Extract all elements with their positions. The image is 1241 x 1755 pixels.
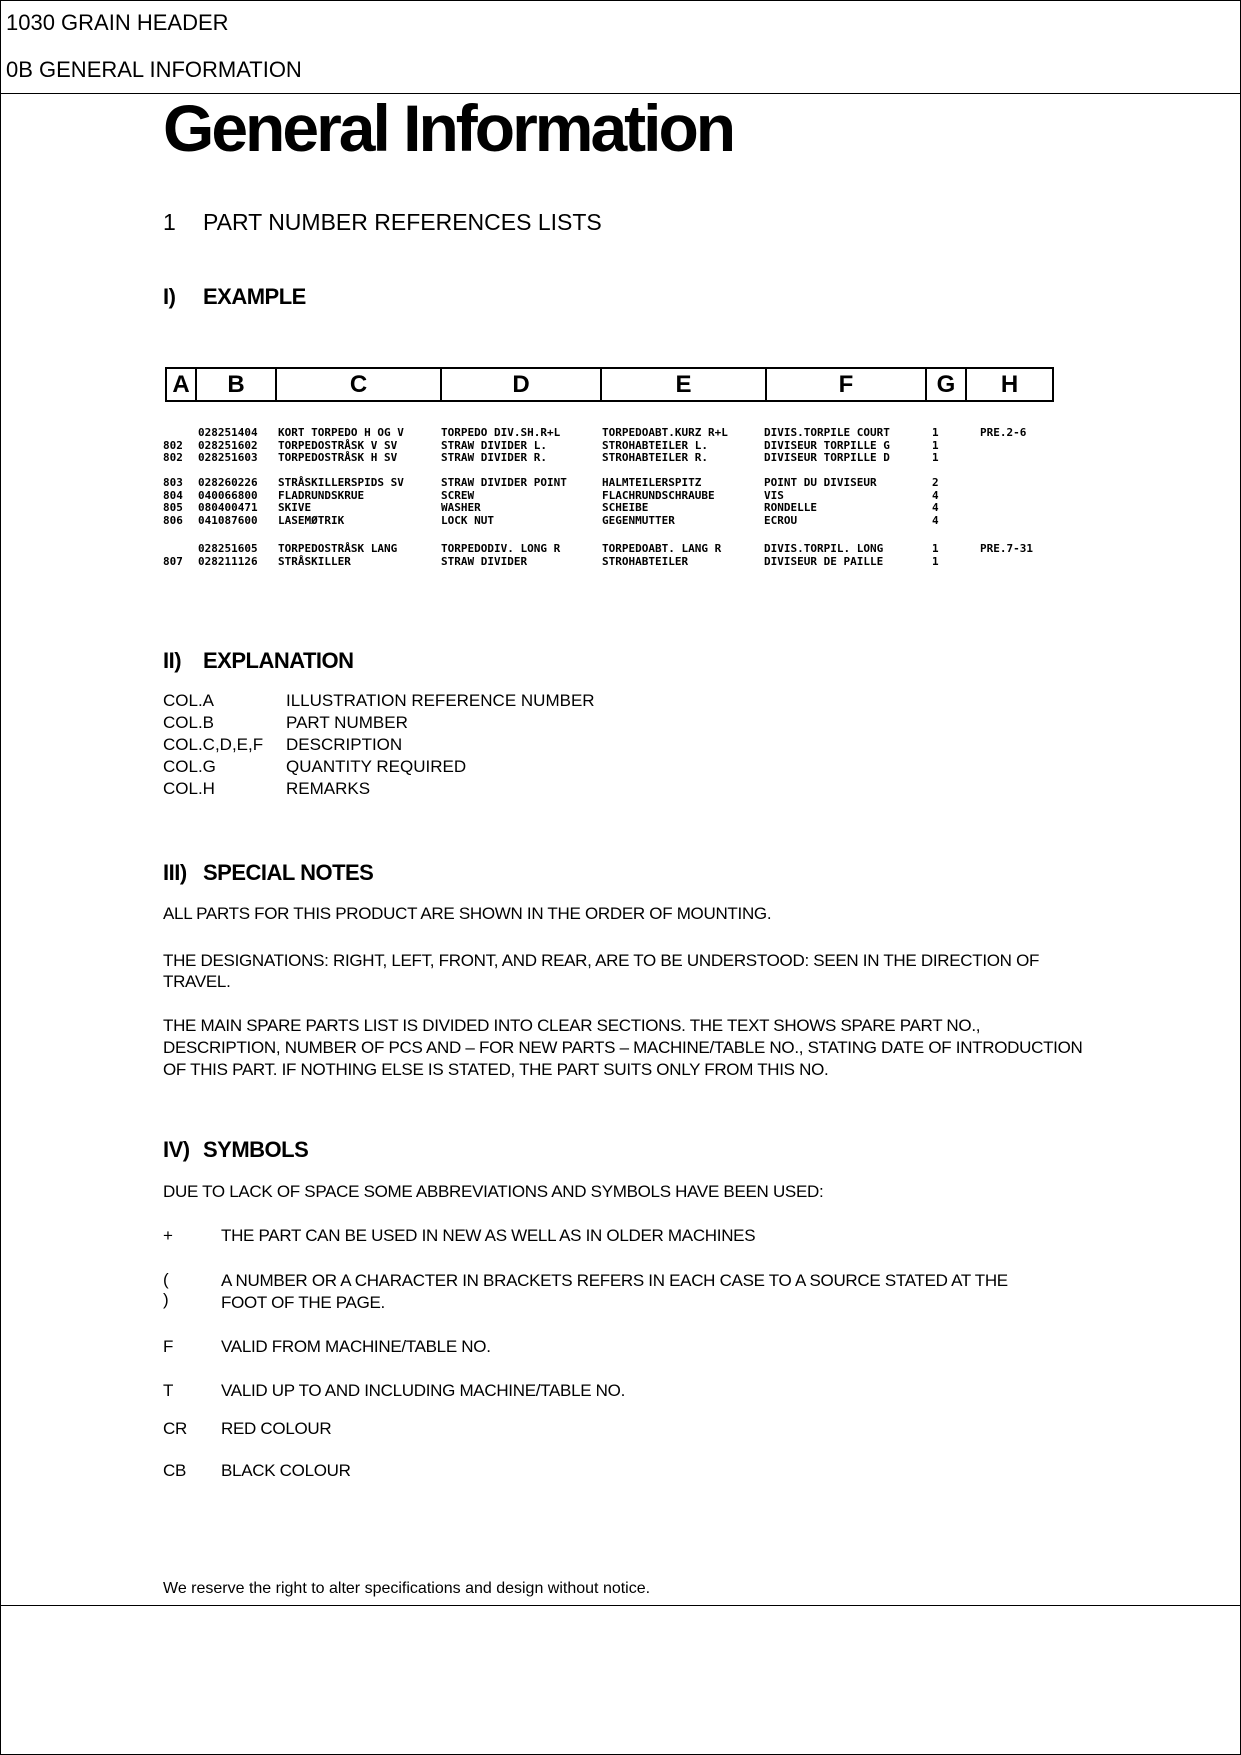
example-cell: KORT TORPEDO H OG V	[278, 426, 404, 439]
example-cell: TORPEDOABT. LANG R	[602, 542, 722, 555]
explanation-value: ILLUSTRATION REFERENCE NUMBER	[286, 691, 595, 710]
explanation-item	[163, 757, 466, 777]
section-heading	[163, 209, 602, 236]
explanation-value: DESCRIPTION	[286, 735, 403, 754]
example-cell: 028251605	[198, 542, 258, 555]
example-cell: TORPEDOSTRÅSK V SV	[278, 438, 398, 452]
example-cell: ECROU	[764, 513, 798, 527]
example-cell: DIVISEUR DE PAILLE	[764, 554, 884, 568]
symbol-key: CR	[163, 1419, 187, 1438]
symbol-key: F	[163, 1337, 174, 1356]
example-cell: STROHABTEILER L.	[602, 438, 708, 452]
example-cell: VIS	[764, 488, 784, 502]
example-cell: STRÅSKILLERSPIDS SV	[278, 476, 404, 489]
note-paragraph: THE DESIGNATIONS: RIGHT, LEFT, FRONT, AND REAR, ARE TO BE UNDERSTOOD: SEEN IN THE DIRECTION OF TRAVEL.	[163, 951, 1040, 991]
example-cell: 2	[932, 476, 939, 489]
symbols-heading: IV) SYMBOLS	[163, 1137, 309, 1162]
example-cell: 1	[932, 554, 939, 568]
example-cell: GEGENMUTTER	[602, 513, 675, 527]
symbols-intro: DUE TO LACK OF SPACE SOME ABBREVIATIONS AND SYMBOLS HAVE BEEN USED:	[163, 1182, 824, 1201]
explanation-key: COL.C,D,E,F	[163, 735, 264, 754]
example-cell: 807	[163, 554, 183, 568]
example-cell: DIVIS.TORPIL. LONG	[764, 542, 884, 555]
example-cell: STRAW DIVIDER	[441, 554, 528, 568]
example-cell: HALMTEILERSPITZ	[602, 476, 702, 489]
example-cell: 802	[163, 451, 183, 464]
example-cell: STRAW DIVIDER R.	[441, 451, 547, 464]
col-b: B	[197, 369, 277, 400]
example-cell: STROHABTEILER	[602, 554, 689, 568]
example-cell: SCREW	[441, 488, 475, 502]
col-f: F	[767, 369, 927, 400]
symbol-description: A NUMBER OR A CHARACTER IN BRACKETS REFERS IN EACH CASE TO A SOURCE STATED AT THE FOOT OF THE PAGE.	[221, 1271, 1008, 1312]
example-cell: SCHEIBE	[602, 501, 649, 514]
explanation-key: COL.A	[163, 691, 215, 710]
col-c: C	[277, 369, 442, 400]
example-cell: SKIVE	[278, 501, 312, 514]
explanation-item	[163, 713, 408, 733]
symbol-key: ( )	[163, 1270, 169, 1309]
explanation-value: PART NUMBER	[286, 713, 408, 732]
example-cell: 805	[163, 501, 183, 514]
col-d: D	[442, 369, 602, 400]
example-cell: TORPEDOSTRÅSK H SV	[278, 451, 398, 464]
footer-divider	[0, 1605, 1241, 1606]
example-cell: TORPEDOSTRÅSK LANG	[278, 542, 398, 555]
example-cell: DIVIS.TORPILE COURT	[764, 426, 890, 439]
example-cell: TORPEDO DIV.SH.R+L	[441, 426, 561, 439]
page-title: General Information	[163, 91, 734, 165]
symbol-key: T	[163, 1381, 174, 1400]
example-cell: WASHER	[441, 501, 481, 514]
header-section: 0B GENERAL INFORMATION	[6, 57, 302, 82]
example-cell: 028260226	[198, 476, 258, 489]
column-header-row	[165, 367, 1054, 402]
example-cell: FLADRUNDSKRUE	[278, 488, 365, 502]
symbol-description: THE PART CAN BE USED IN NEW AS WELL AS IN OLDER MACHINES	[221, 1226, 756, 1245]
example-cell: 1	[932, 438, 939, 452]
header-title: 1030 GRAIN HEADER	[6, 10, 229, 35]
example-cell: 080400471	[198, 501, 258, 514]
explanation-item	[163, 779, 370, 799]
example-cell: PRE.7-31	[980, 542, 1033, 555]
special-notes-heading: III) SPECIAL NOTES	[163, 860, 374, 885]
example-cell: 4	[932, 513, 939, 527]
note-paragraph: ALL PARTS FOR THIS PRODUCT ARE SHOWN IN THE ORDER OF MOUNTING.	[163, 904, 772, 923]
explanation-value: QUANTITY REQUIRED	[286, 757, 467, 776]
symbol-key: +	[163, 1226, 173, 1245]
section-number: 1	[163, 209, 176, 235]
example-cell: STRAW DIVIDER L.	[441, 438, 547, 452]
example-cell: LASEMØTRIK	[278, 513, 345, 527]
example-cell: STROHABTEILER R.	[602, 451, 708, 464]
example-cell: 806	[163, 513, 183, 527]
explanation-item	[163, 735, 402, 755]
example-cell: FLACHRUNDSCHRAUBE	[602, 488, 715, 502]
example-cell: 028251404	[198, 426, 258, 439]
example-cell: 040066800	[198, 488, 258, 502]
example-cell: 028251602	[198, 438, 258, 452]
example-cell: LOCK NUT	[441, 513, 494, 527]
example-cell: TORPEDODIV. LONG R	[441, 542, 561, 555]
example-cell: 028211126	[198, 554, 258, 568]
example-cell: POINT DU DIVISEUR	[764, 476, 877, 489]
col-e: E	[602, 369, 767, 400]
example-cell: STRAW DIVIDER POINT	[441, 476, 567, 489]
note-paragraph: THE MAIN SPARE PARTS LIST IS DIVIDED INTO CLEAR SECTIONS. THE TEXT SHOWS SPARE PART NO., DESCRIPTION, NUMBER OF PCS AND – FOR NEW PARTS – MACHINE/TABLE NO., STATING DATE OF INTRODUCTION OF THIS PART. IF NOTHING ELSE IS STATED, THE PART SUITS ONLY FROM THIS NO.	[163, 1016, 1083, 1079]
section-title: PART NUMBER REFERENCES LISTS	[203, 209, 602, 235]
example-cell: STRÅSKILLER	[278, 554, 351, 568]
example-cell: 4	[932, 488, 939, 502]
example-cell: 028251603	[198, 451, 258, 464]
col-h: H	[1000, 371, 1019, 398]
col-a: A	[167, 369, 197, 400]
example-cell: 803	[163, 476, 183, 489]
explanation-item	[163, 691, 595, 711]
example-cell: 1	[932, 451, 939, 464]
symbol-description: RED COLOUR	[221, 1419, 332, 1438]
example-cell: 802	[163, 438, 183, 452]
example-cell: 1	[932, 426, 939, 439]
example-cell: 041087600	[198, 513, 258, 527]
symbol-key: CB	[163, 1461, 187, 1480]
example-cell: 1	[932, 542, 939, 555]
example-cell: DIVISEUR TORPILLE D	[764, 451, 890, 464]
col-g: G	[927, 369, 967, 400]
footer-note: We reserve the right to alter specifications and design without notice.	[163, 1580, 651, 1597]
example-cell: TORPEDOABT.KURZ R+L	[602, 426, 728, 439]
example-cell: RONDELLE	[764, 501, 817, 514]
explanation-value: REMARKS	[286, 779, 371, 798]
example-heading: I) EXAMPLE	[163, 284, 306, 309]
example-cell: 4	[932, 501, 939, 514]
example-cell: PRE.2-6	[980, 426, 1027, 439]
symbol-description: VALID UP TO AND INCLUDING MACHINE/TABLE NO.	[221, 1381, 626, 1400]
example-cell: 804	[163, 488, 183, 502]
explanation-key: COL.G	[163, 757, 216, 776]
example-cell: DIVISEUR TORPILLE G	[764, 438, 890, 452]
symbol-description: BLACK COLOUR	[221, 1461, 351, 1480]
explanation-heading: II) EXPLANATION	[163, 648, 354, 673]
explanation-key: COL.H	[163, 779, 215, 798]
symbol-description: VALID FROM MACHINE/TABLE NO.	[221, 1337, 491, 1356]
explanation-key: COL.B	[163, 713, 215, 732]
